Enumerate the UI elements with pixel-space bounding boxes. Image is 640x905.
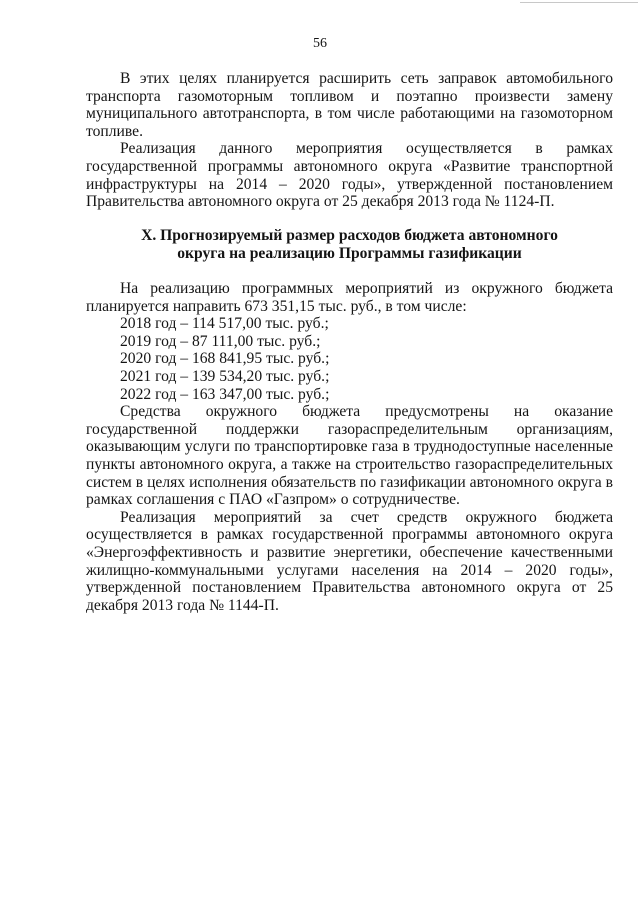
- budget-line-2020: 2020 год – 168 841,95 тыс. руб.;: [120, 350, 330, 368]
- section-heading-line-1: X. Прогнозируемый размер расходов бюджета автономного: [141, 227, 558, 244]
- budget-line-2019: 2019 год – 87 111,00 тыс. руб.;: [120, 332, 321, 350]
- budget-line-2018: 2018 год – 114 517,00 тыс. руб.;: [120, 315, 329, 333]
- page-number: 56: [313, 36, 327, 51]
- paragraph-state-support: Средства окружного бюджета предусмотрены на оказание государственной поддержки газораспределительным организациям, оказывающим услуги по транспортировке газа в труднодоступные населенные пункты автономного округа, а также на строительство газораспределительных систем в целях исполнения обязательств по газификации автономного округа в рамках соглашения с ПАО «Газпром» о сотрудничестве.: [86, 403, 613, 509]
- intro-block: [86, 70, 613, 211]
- budget-line-2022: 2022 год – 163 347,00 тыс. руб.;: [120, 385, 330, 403]
- budget-line-2021: 2021 год – 139 534,20 тыс. руб.;: [120, 367, 330, 385]
- paragraph-energy-program: Реализация мероприятий за счет средств окружного бюджета осуществляется в рамках государственной программы автономного округа «Энергоэффективность и развитие энергетики, обеспечение качественными жилищно-коммунальными услугами населения на 2014 – 2020 годы», утвержденной постановлением Правительства автономного округа от 25 декабря 2013 года № 1144-П.: [86, 508, 613, 614]
- section-body: [86, 280, 613, 614]
- paragraph-refueling-network: В этих целях планируется расширить сеть заправок автомобильного транспорта газомоторным топливом и поэтапно произвести замену муниципального автотранспорта, в том числе работающими на газомоторном топливе.: [86, 70, 613, 140]
- paragraph-budget-lead: На реализацию программных мероприятий из окружного бюджета планируется направить 673 351,15 тыс. руб., в том числе:: [86, 280, 613, 315]
- paragraph-transport-program: Реализация данного мероприятия осуществляется в рамках государственной программы автономного округа «Развитие транспортной инфраструктуры на 2014 – 2020 годы», утвержденной постановлением Правительства автономного округа от 25 декабря 2013 года № 1124-П.: [86, 140, 613, 211]
- section-heading: [86, 227, 613, 262]
- scan-edge-mark: [520, 2, 638, 3]
- section-heading-line-2: округа на реализацию Программы газификации: [177, 244, 522, 262]
